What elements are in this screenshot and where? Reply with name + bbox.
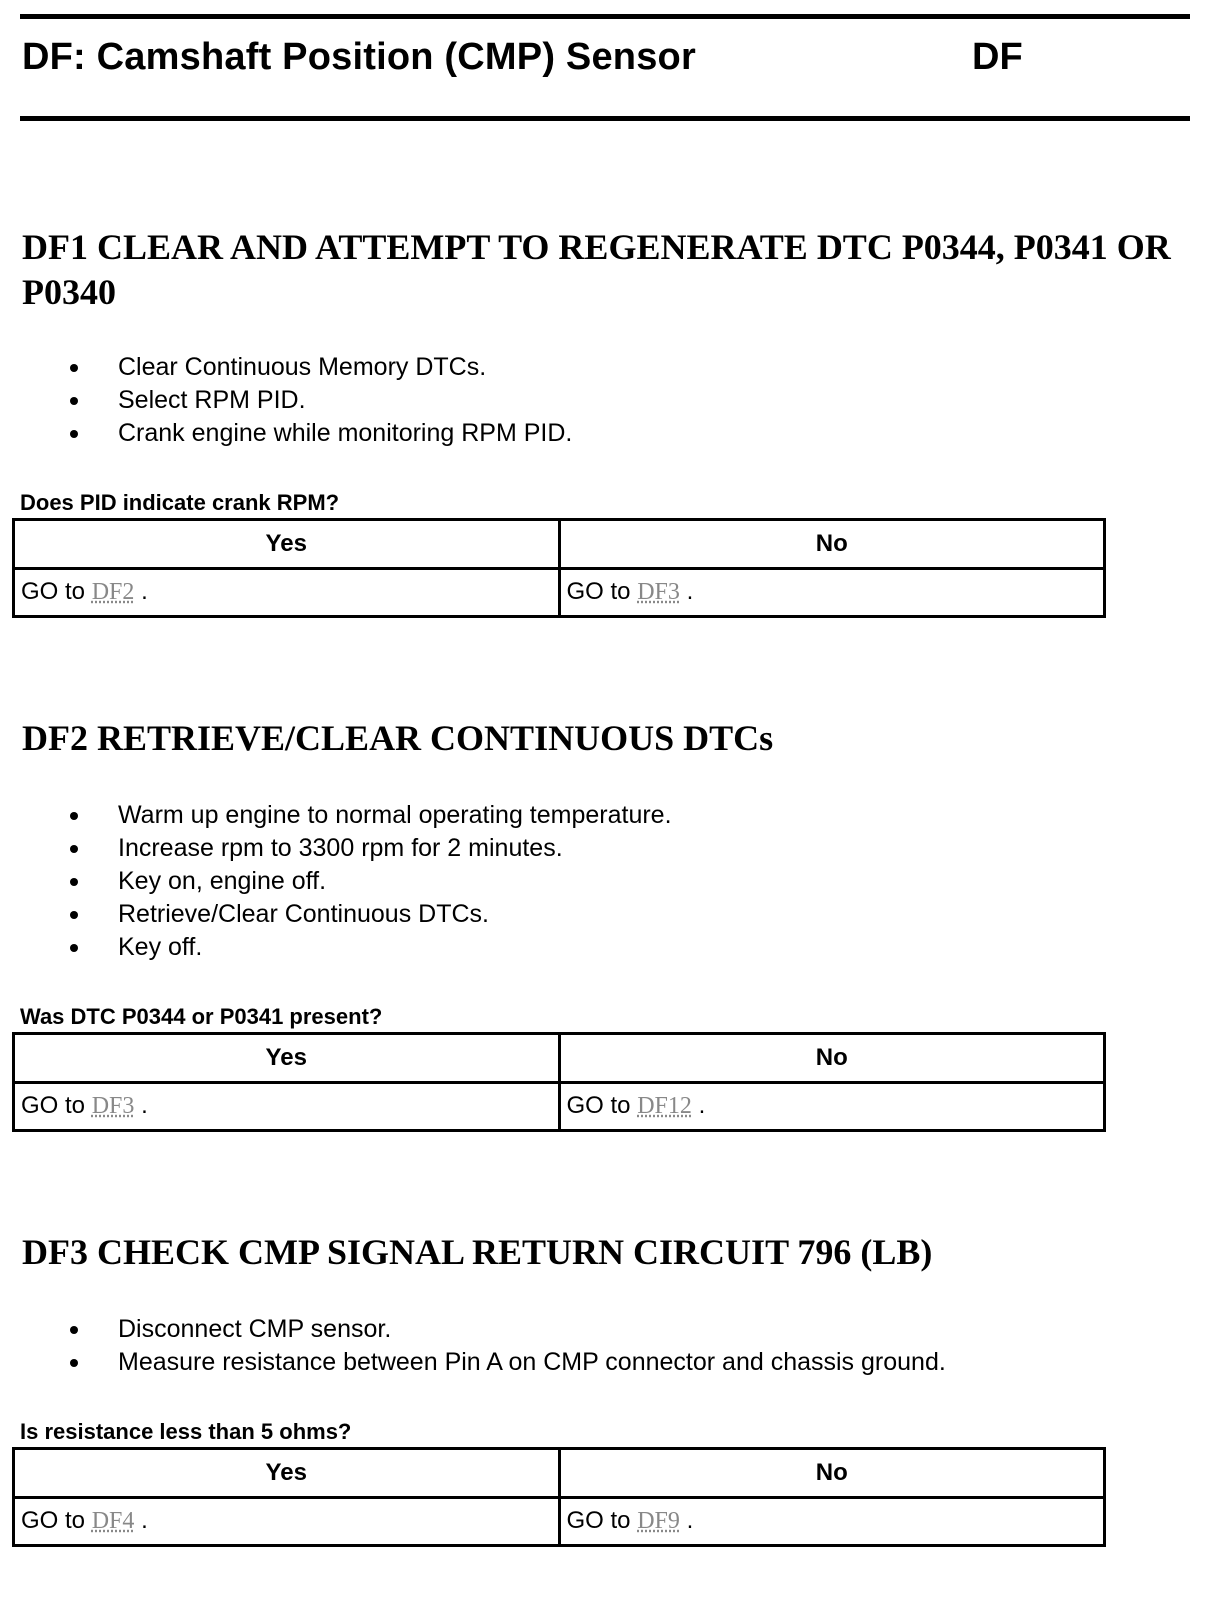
step-list-df2 xyxy=(52,799,672,964)
list-item: Measure resistance between Pin A on CMP connector and chassis ground. xyxy=(52,1346,946,1379)
list-item: Key off. xyxy=(52,931,672,964)
question-df2: Was DTC P0344 or P0341 present? xyxy=(20,1004,383,1029)
step-heading-df3: DF3 CHECK CMP SIGNAL RETURN CIRCUIT 796 (LB) xyxy=(22,1232,933,1272)
step-heading-df2: DF2 RETRIEVE/CLEAR CONTINUOUS DTCs xyxy=(22,718,774,758)
goto-suffix: . xyxy=(141,1507,148,1535)
yes-header: Yes xyxy=(14,1449,560,1498)
goto-link-df4[interactable]: DF4 xyxy=(91,1508,135,1535)
yes-header: Yes xyxy=(14,1034,560,1083)
goto-suffix: . xyxy=(686,578,694,606)
goto-text: GO to xyxy=(21,1092,86,1120)
goto-suffix: . xyxy=(686,1507,694,1535)
yes-cell xyxy=(14,568,560,617)
step-list-df1 xyxy=(52,351,572,450)
page-title: DF: Camshaft Position (CMP) Sensor xyxy=(22,36,696,78)
list-item: Key on, engine off. xyxy=(52,865,672,898)
no-header: No xyxy=(559,520,1105,569)
list-item: Select RPM PID. xyxy=(52,384,572,417)
top-rule xyxy=(20,14,1190,19)
answer-table-df3 xyxy=(12,1447,1106,1547)
yes-cell xyxy=(14,1497,560,1546)
goto-text: GO to xyxy=(21,1507,86,1535)
goto-link-df12[interactable]: DF12 xyxy=(637,1093,692,1120)
header-bottom-rule xyxy=(20,116,1190,121)
list-item: Retrieve/Clear Continuous DTCs. xyxy=(52,898,672,931)
goto-suffix: . xyxy=(698,1092,706,1120)
goto-text: GO to xyxy=(566,1507,631,1535)
yes-header: Yes xyxy=(14,520,560,569)
no-header: No xyxy=(559,1449,1105,1498)
goto-text: GO to xyxy=(566,1092,631,1120)
goto-suffix: . xyxy=(141,578,148,606)
list-item: Increase rpm to 3300 rpm for 2 minutes. xyxy=(52,832,672,865)
goto-suffix: . xyxy=(141,1092,148,1120)
goto-text: GO to xyxy=(21,578,86,606)
no-cell xyxy=(559,1497,1105,1546)
list-item: Warm up engine to normal operating temperature. xyxy=(52,799,672,832)
section-code: DF xyxy=(972,36,1023,78)
goto-text: GO to xyxy=(566,578,631,606)
list-item: Clear Continuous Memory DTCs. xyxy=(52,351,572,384)
no-cell xyxy=(559,1082,1105,1131)
list-item: Crank engine while monitoring RPM PID. xyxy=(52,417,572,450)
goto-link-df9[interactable]: DF9 xyxy=(637,1508,680,1535)
answer-table-df2 xyxy=(12,1032,1106,1132)
list-item: Disconnect CMP sensor. xyxy=(52,1313,946,1346)
answer-table-df1 xyxy=(12,518,1106,618)
question-df3: Is resistance less than 5 ohms? xyxy=(20,1419,352,1444)
yes-cell xyxy=(14,1082,560,1131)
step-heading-df1: DF1 CLEAR AND ATTEMPT TO REGENERATE DTC P0344, P0341 OR P0340 xyxy=(22,227,1171,312)
goto-link-df3[interactable]: DF3 xyxy=(637,579,680,606)
goto-link-df2[interactable]: DF2 xyxy=(91,579,135,606)
question-df1: Does PID indicate crank RPM? xyxy=(20,490,340,515)
goto-link-df3[interactable]: DF3 xyxy=(91,1093,135,1120)
no-header: No xyxy=(559,1034,1105,1083)
step-list-df3 xyxy=(52,1313,946,1379)
no-cell xyxy=(559,568,1105,617)
